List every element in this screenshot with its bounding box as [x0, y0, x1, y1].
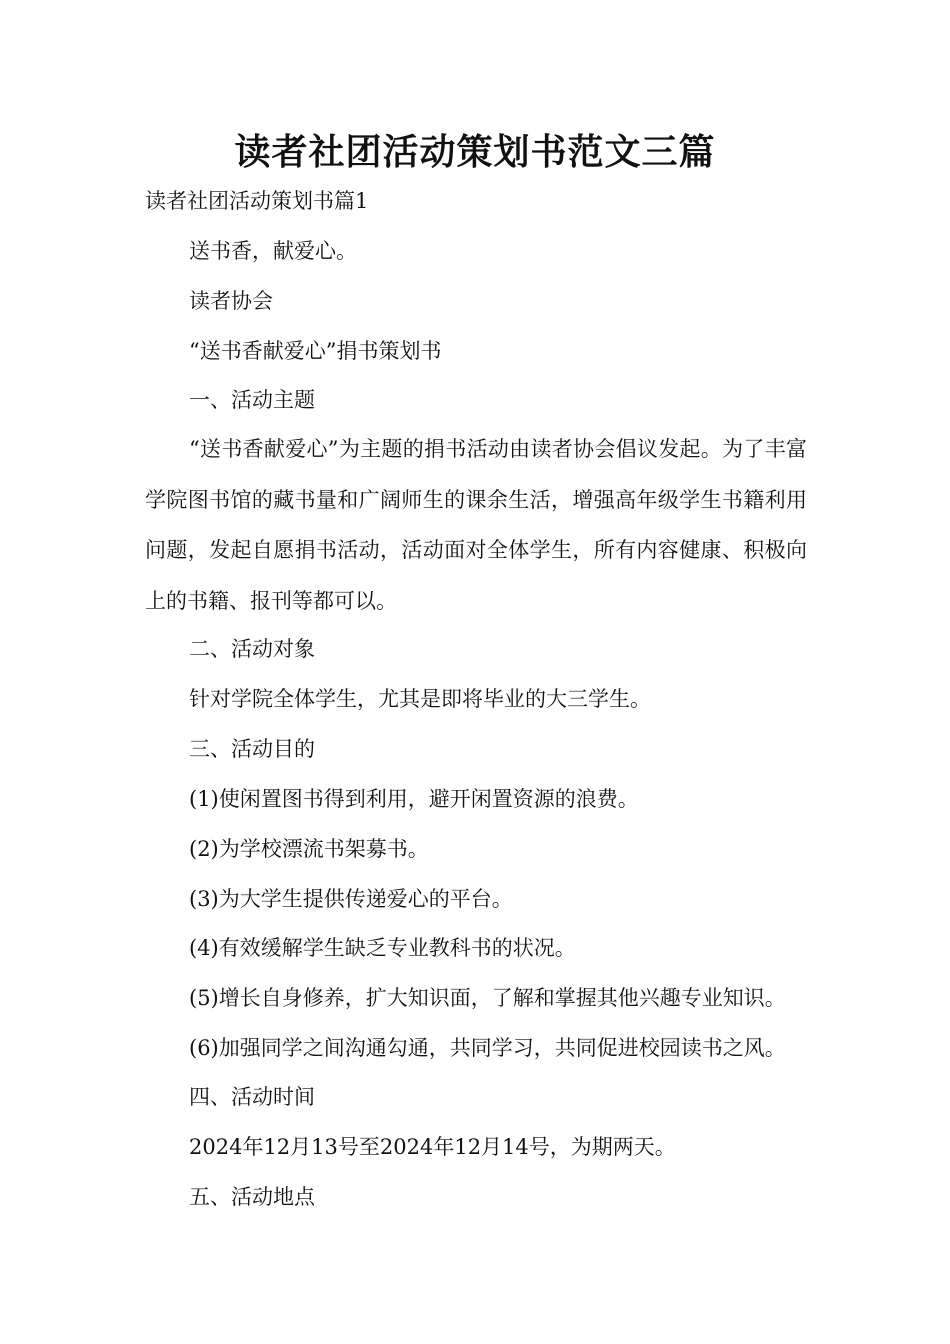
- slogan-line: 送书香，献爱心。: [189, 239, 357, 263]
- goal-item: (4)有效缓解学生缺乏专业教科书的状况。: [189, 936, 576, 960]
- theme-paragraph: “送书香献爱心”为主题的捐书活动由读者协会倡议发起。为了丰富学院图书馆的藏书量和广阔师生的课余生活，增强高年级学生书籍利用问题，发起自愿捐书活动，活动面对全体学生，所有内容健康、积极向上的书籍、报刊等都可以。: [145, 437, 807, 613]
- section4-heading: 四、活动时间: [189, 1085, 315, 1109]
- goal-item: (6)加强同学之间沟通勾通，共同学习，共同促进校园读书之风。: [189, 1036, 786, 1060]
- document-title: 读者社团活动策划书范文三篇: [234, 132, 716, 173]
- goal-item: (3)为大学生提供传递爱心的平台。: [189, 887, 513, 911]
- section2-heading: 二、活动对象: [189, 637, 315, 661]
- goal-item: (1)使闲置图书得到利用，避开闲置资源的浪费。: [189, 787, 639, 811]
- section4-body: 2024年12月13号至2024年12月14号，为期两天。: [189, 1135, 676, 1159]
- section1-heading: 一、活动主题: [189, 388, 315, 412]
- article-subtitle: 读者社团活动策划书篇1: [145, 189, 369, 213]
- section3-heading: 三、活动目的: [189, 737, 315, 761]
- section5-heading: 五、活动地点: [189, 1185, 315, 1209]
- plan-title-line: “送书香献爱心”捐书策划书: [189, 339, 442, 363]
- section2-body: 针对学院全体学生，尤其是即将毕业的大三学生。: [189, 687, 651, 711]
- organizer-line: 读者协会: [189, 289, 273, 313]
- goal-item: (5)增长自身修养，扩大知识面，了解和掌握其他兴趣专业知识。: [189, 986, 786, 1010]
- goal-item: (2)为学校漂流书架募书。: [189, 837, 429, 861]
